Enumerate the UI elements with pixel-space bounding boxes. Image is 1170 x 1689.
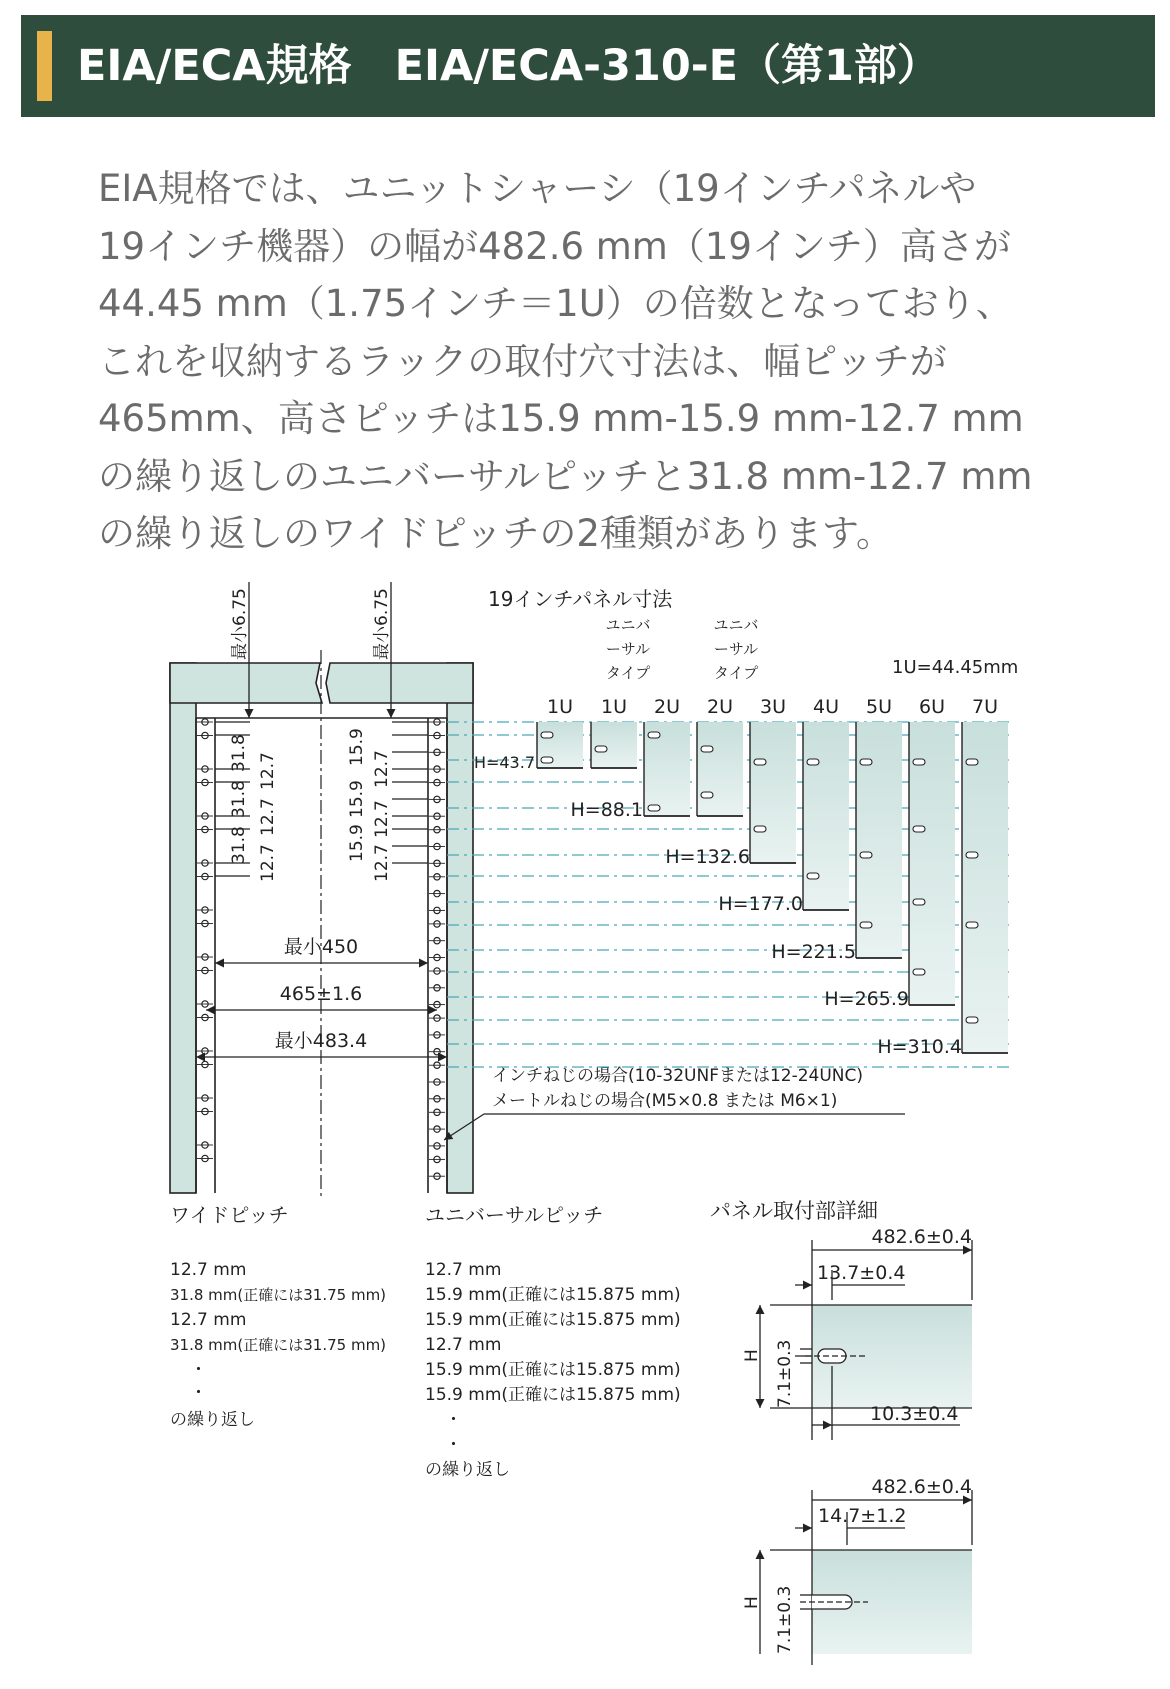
- universal-type-text: ーサル: [713, 640, 759, 658]
- wide-pitch-list: [170, 1260, 386, 1430]
- right-pitch-label: 15.9: [347, 780, 367, 818]
- unit-label: 2U: [654, 696, 680, 718]
- height-label: H=132.6: [665, 846, 750, 868]
- top-beam-left: [170, 663, 322, 703]
- universal-pitch-item: 15.9 mm(正確には15.875 mm): [425, 1285, 681, 1305]
- panel-slot: [913, 969, 925, 975]
- unit-label: 7U: [972, 696, 998, 718]
- unit-note: 1U=44.45mm: [892, 657, 1019, 678]
- page-title: EIA/ECA規格 EIA/ECA-310-E（第1部）: [77, 41, 940, 91]
- panel-slot: [701, 746, 713, 752]
- right-rail: [447, 663, 473, 1193]
- intro-line: これを収納するラックの取付穴寸法は、幅ピッチが: [98, 339, 947, 383]
- unit-label: 2U: [707, 696, 733, 718]
- screw-inch-note: インチねじの場合(10-32UNFまたは12-24UNC): [492, 1066, 864, 1086]
- panel-slot: [807, 759, 819, 765]
- universal-type-label-2: [713, 616, 758, 682]
- right-pitch-label: 15.9: [347, 728, 367, 766]
- height-label: H=221.5: [771, 941, 856, 963]
- panel-slot: [913, 826, 925, 832]
- right-pitch-label: 12.7: [372, 800, 392, 838]
- panel-slot: [913, 759, 925, 765]
- height-label: H=43.7: [473, 753, 535, 772]
- height-label: H=88.1: [570, 799, 643, 821]
- left-pitch-labels: [229, 734, 278, 882]
- detail-1-bottom: 10.3±0.4: [870, 1403, 959, 1425]
- panel-slot: [541, 757, 553, 763]
- wide-pitch-item: 12.7 mm: [170, 1260, 247, 1280]
- min-left-label: 最小6.75: [230, 588, 250, 660]
- intro-line: 465mm、高さピッチは15.9 mm-15.9 mm-12.7 mm: [98, 397, 1024, 440]
- universal-pitch-item: 15.9 mm(正確には15.875 mm): [425, 1385, 681, 1405]
- wide-pitch-item: の繰り返し: [170, 1410, 255, 1430]
- panel-slot: [860, 922, 872, 928]
- right-pitch-label: 15.9: [347, 824, 367, 862]
- universal-type-text: ユニバ: [713, 616, 759, 634]
- detail-1-h: H: [742, 1349, 762, 1362]
- intro-line: 44.45 mm（1.75インチ＝1U）の倍数となっており、: [98, 282, 1013, 325]
- panel-face: [591, 722, 637, 768]
- left-pitch-label: 12.7: [258, 752, 278, 790]
- intro-line: の繰り返しのワイドピッチの2種類があります。: [98, 512, 893, 555]
- left-rail: [170, 663, 196, 1193]
- panel-slot: [913, 899, 925, 905]
- unit-label: 1U: [547, 696, 573, 718]
- right-pitch-labels: [347, 728, 392, 882]
- wide-pitch-item: 12.7 mm: [170, 1310, 247, 1330]
- right-pitch-label: 12.7: [372, 844, 392, 882]
- screw-metric-note: メートルねじの場合(M5×0.8 または M6×1): [492, 1091, 838, 1111]
- left-pitch-label: 31.8: [229, 780, 249, 818]
- unit-label: 3U: [760, 696, 786, 718]
- left-pitch-label: 12.7: [258, 844, 278, 882]
- height-label: H=310.4: [877, 1036, 962, 1058]
- left-pitch-label: 12.7: [258, 798, 278, 836]
- panel-slot: [966, 922, 978, 928]
- universal-pitch-item: 15.9 mm(正確には15.875 mm): [425, 1310, 681, 1330]
- panel-slot: [966, 759, 978, 765]
- dim-min450: 最小450: [283, 936, 359, 958]
- panel-slot: [807, 873, 819, 879]
- panel-slot: [541, 732, 553, 738]
- panel-slot: [754, 759, 766, 765]
- panel-slot: [860, 759, 872, 765]
- min-right-label: 最小6.75: [372, 588, 392, 660]
- detail-2-offset: 14.7±1.2: [818, 1505, 907, 1527]
- universal-pitch-list: [425, 1260, 681, 1480]
- panel-slot: [648, 732, 660, 738]
- detail-2-slot: 7.1±0.3: [775, 1585, 795, 1654]
- universal-pitch-item: 12.7 mm: [425, 1260, 502, 1280]
- universal-type-text: ユニバ: [605, 616, 651, 634]
- left-pitch-label: 31.8: [229, 826, 249, 864]
- intro-line: の繰り返しのユニバーサルピッチと31.8 mm-12.7 mm: [98, 454, 1033, 498]
- wide-pitch-item: 31.8 mm(正確には31.75 mm): [170, 1336, 387, 1354]
- detail-1-offset: 13.7±0.4: [817, 1262, 906, 1284]
- panels-title: 19インチパネル寸法: [488, 587, 673, 611]
- universal-pitch-item: 15.9 mm(正確には15.875 mm): [425, 1360, 681, 1380]
- universal-pitch-item: ・: [445, 1410, 462, 1430]
- detail-1-width: 482.6±0.4: [871, 1226, 972, 1248]
- unit-labels: [547, 696, 998, 718]
- detail-1-slot: 7.1±0.3: [775, 1339, 795, 1408]
- panel-slot: [966, 852, 978, 858]
- intro-line: EIA規格では、ユニットシャーシ（19インチパネルや: [98, 167, 977, 210]
- dim-min483: 最小483.4: [274, 1030, 368, 1052]
- panel-slot: [595, 746, 607, 752]
- universal-pitch-item: ・: [445, 1435, 462, 1455]
- panel-slot: [648, 805, 660, 811]
- intro-line: 19インチ機器）の幅が482.6 mm（19インチ）高さが: [98, 224, 1011, 268]
- dim-465: 465±1.6: [279, 983, 363, 1005]
- universal-type-label-1: [605, 616, 650, 682]
- unit-label: 4U: [813, 696, 839, 718]
- panel-outlines: [537, 722, 1008, 1053]
- unit-label: 1U: [601, 696, 627, 718]
- left-pitch-label: 31.8: [229, 734, 249, 772]
- panel-slot: [701, 792, 713, 798]
- unit-label: 6U: [919, 696, 945, 718]
- universal-type-text: ーサル: [605, 640, 651, 658]
- universal-type-text: タイプ: [713, 664, 759, 682]
- height-label: H=265.9: [824, 988, 909, 1010]
- wide-pitch-item: 31.8 mm(正確には31.75 mm): [170, 1286, 387, 1304]
- universal-pitch-item: 12.7 mm: [425, 1335, 502, 1355]
- right-pitch-label: 12.7: [372, 750, 392, 788]
- universal-type-text: タイプ: [605, 664, 651, 682]
- height-label: H=177.0: [718, 893, 803, 915]
- wide-pitch-title: ワイドピッチ: [170, 1203, 289, 1227]
- detail-title: パネル取付部詳細: [710, 1199, 878, 1223]
- top-beam-right: [326, 663, 473, 703]
- panel-slot: [754, 826, 766, 832]
- wide-pitch-item: ・: [190, 1360, 207, 1380]
- panel-slot: [860, 852, 872, 858]
- detail-2-width: 482.6±0.4: [871, 1476, 972, 1498]
- panel-face: [962, 722, 1008, 1053]
- universal-pitch-title: ユニバーサルピッチ: [425, 1203, 604, 1227]
- panel-face: [750, 722, 796, 863]
- universal-pitch-item: の繰り返し: [425, 1460, 510, 1480]
- panel-face: [697, 722, 743, 816]
- wide-pitch-item: ・: [190, 1383, 207, 1403]
- panel-face: [803, 722, 849, 910]
- detail-2-h: H: [742, 1596, 762, 1609]
- unit-label: 5U: [866, 696, 892, 718]
- panel-slot: [966, 1017, 978, 1023]
